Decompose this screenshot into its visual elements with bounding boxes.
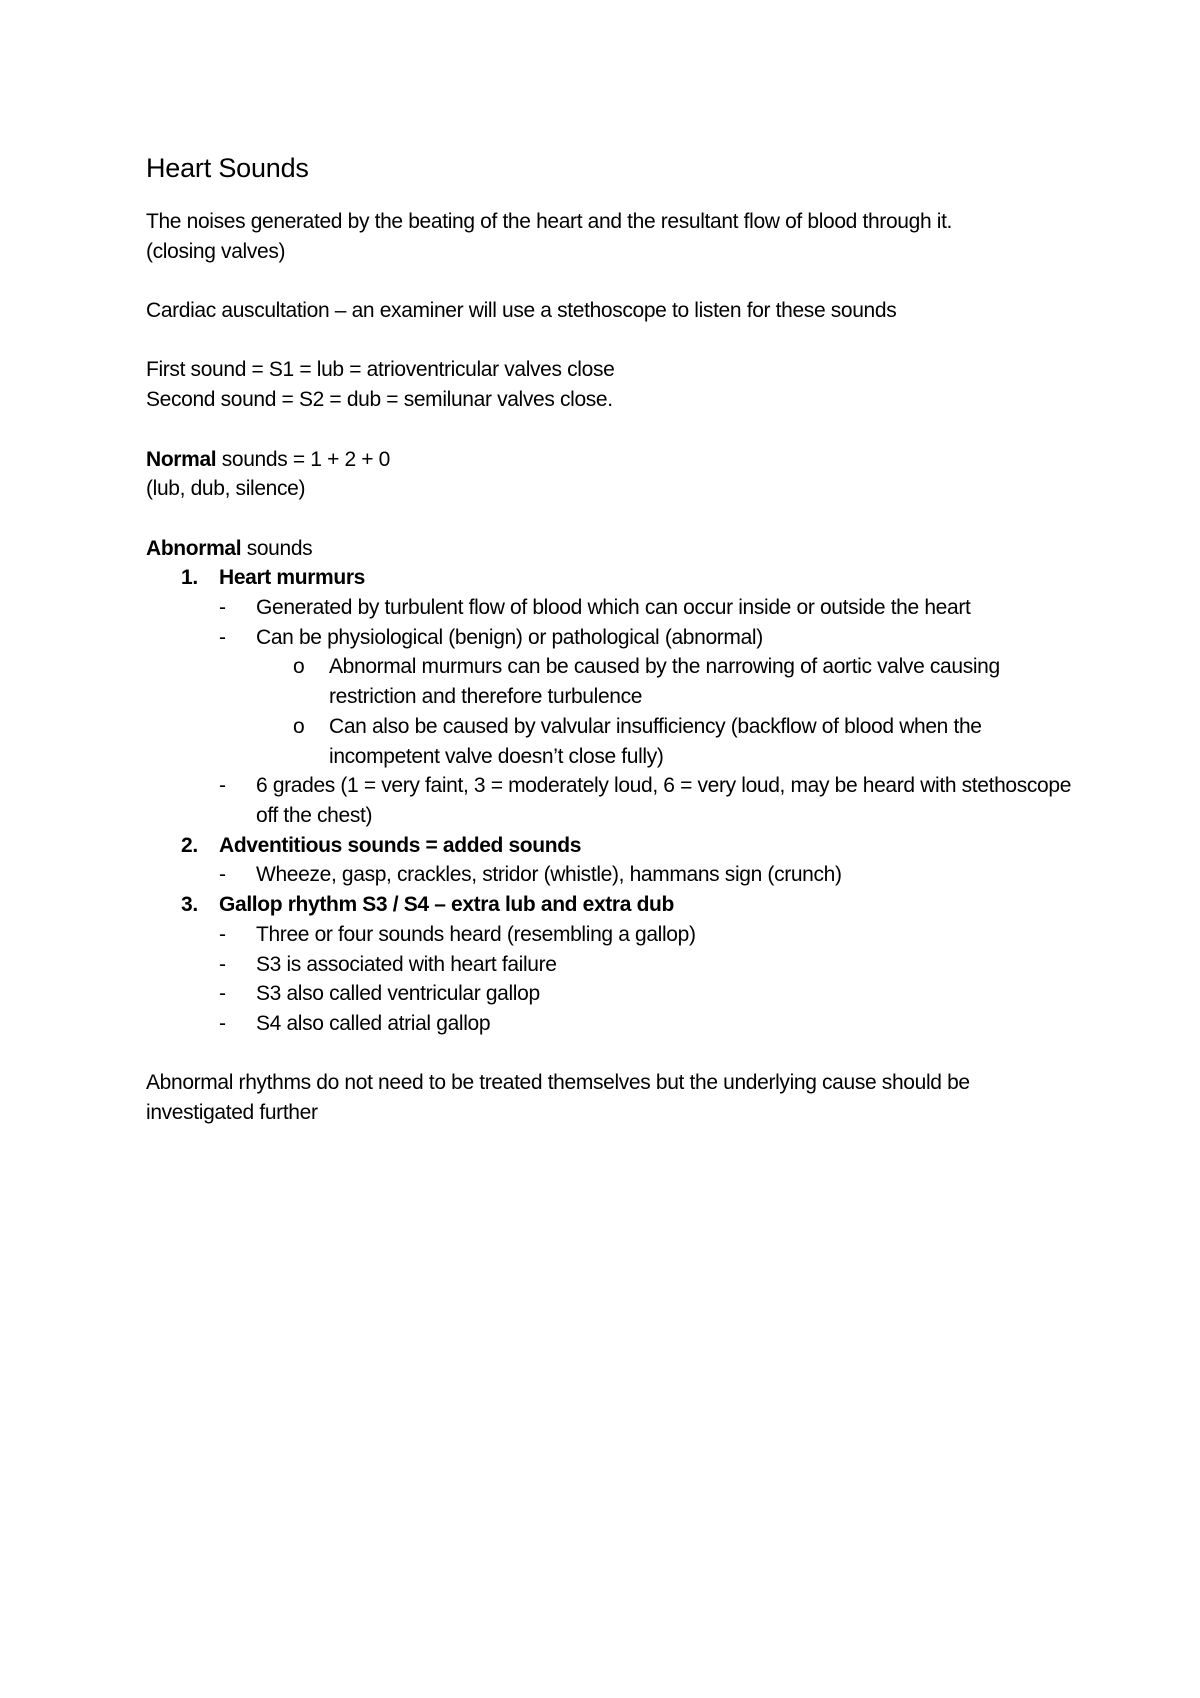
numbered-heading-3 xyxy=(146,890,1076,920)
document-body xyxy=(146,148,1076,1128)
list-number: 1. xyxy=(181,566,198,590)
list-item-text: Wheeze, gasp, crackles, stridor (whistle), hammans sign (crunch) xyxy=(256,863,842,887)
sub-list-item-text: Can also be caused by valvular insufficiency (backflow of blood when the incompetent valve doesn’t close fully) xyxy=(329,714,982,768)
list-item xyxy=(146,950,1076,980)
abnormal-label: Abnormal xyxy=(146,536,242,560)
abnormal-rest: sounds xyxy=(241,536,313,560)
abnormal-sounds-line xyxy=(146,534,1076,564)
second-sound-line: Second sound = S2 = dub = semilunar valves close. xyxy=(146,388,613,412)
list-item xyxy=(146,920,1076,950)
dash-bullet: - xyxy=(219,596,226,620)
list-item xyxy=(146,860,1076,890)
list-number: 3. xyxy=(181,893,198,917)
normal-sounds-detail: (lub, dub, silence) xyxy=(146,477,306,501)
circle-bullet: o xyxy=(293,714,305,738)
list-item-text: Generated by turbulent flow of blood which can occur inside or outside the heart xyxy=(256,596,971,620)
dash-bullet: - xyxy=(219,625,226,649)
sub-list-item xyxy=(146,712,1076,771)
intro-line-2: (closing valves) xyxy=(146,239,286,263)
dash-bullet: - xyxy=(219,922,226,946)
dash-bullet: - xyxy=(219,952,226,976)
list-item-text: Three or four sounds heard (resembling a gallop) xyxy=(256,922,696,946)
page-title: Heart Sounds xyxy=(146,153,309,183)
sub-list-item xyxy=(146,652,1076,711)
list-item xyxy=(146,1009,1076,1039)
section-heading: Gallop rhythm S3 / S4 – extra lub and extra dub xyxy=(219,893,675,917)
list-item xyxy=(146,771,1076,830)
circle-bullet: o xyxy=(293,655,305,679)
paragraph-gap xyxy=(146,1039,1076,1069)
list-item-text: S3 is associated with heart failure xyxy=(256,952,557,976)
section-heading: Adventitious sounds = added sounds xyxy=(219,833,582,857)
normal-sounds-line xyxy=(146,445,1076,475)
paragraph-gap xyxy=(146,504,1076,534)
list-item-text: Can be physiological (benign) or pathological (abnormal) xyxy=(256,625,763,649)
paragraph-gap xyxy=(146,415,1076,445)
normal-label: Normal xyxy=(146,447,217,471)
paragraph-gap xyxy=(146,266,1076,296)
list-number: 2. xyxy=(181,833,198,857)
dash-bullet: - xyxy=(219,982,226,1006)
list-item xyxy=(146,979,1076,1009)
dash-bullet: - xyxy=(219,774,226,798)
first-sound-line: First sound = S1 = lub = atrioventricular valves close xyxy=(146,358,615,382)
list-item-text: S3 also called ventricular gallop xyxy=(256,982,540,1006)
auscultation-paragraph: Cardiac auscultation – an examiner will use a stethoscope to listen for these sounds xyxy=(146,299,897,323)
numbered-heading-1 xyxy=(146,563,1076,593)
list-item xyxy=(146,623,1076,653)
paragraph-gap xyxy=(146,326,1076,356)
conclusion-paragraph: Abnormal rhythms do not need to be treated themselves but the underlying cause should be investigated further xyxy=(146,1071,970,1125)
list-item-text: S4 also called atrial gallop xyxy=(256,1011,491,1035)
intro-line-1: The noises generated by the beating of the heart and the resultant flow of blood through it. xyxy=(146,210,953,233)
section-heading: Heart murmurs xyxy=(219,566,365,590)
dash-bullet: - xyxy=(219,863,226,887)
list-item xyxy=(146,593,1076,623)
normal-rest: sounds = 1 + 2 + 0 xyxy=(216,447,391,471)
dash-bullet: - xyxy=(219,1011,226,1035)
list-item-text: 6 grades (1 = very faint, 3 = moderately loud, 6 = very loud, may be heard with stethoscope off the chest) xyxy=(256,774,1072,827)
numbered-heading-2 xyxy=(146,831,1076,861)
sub-list-item-text: Abnormal murmurs can be caused by the narrowing of aortic valve causing restriction and therefore turbulence xyxy=(329,655,1000,709)
